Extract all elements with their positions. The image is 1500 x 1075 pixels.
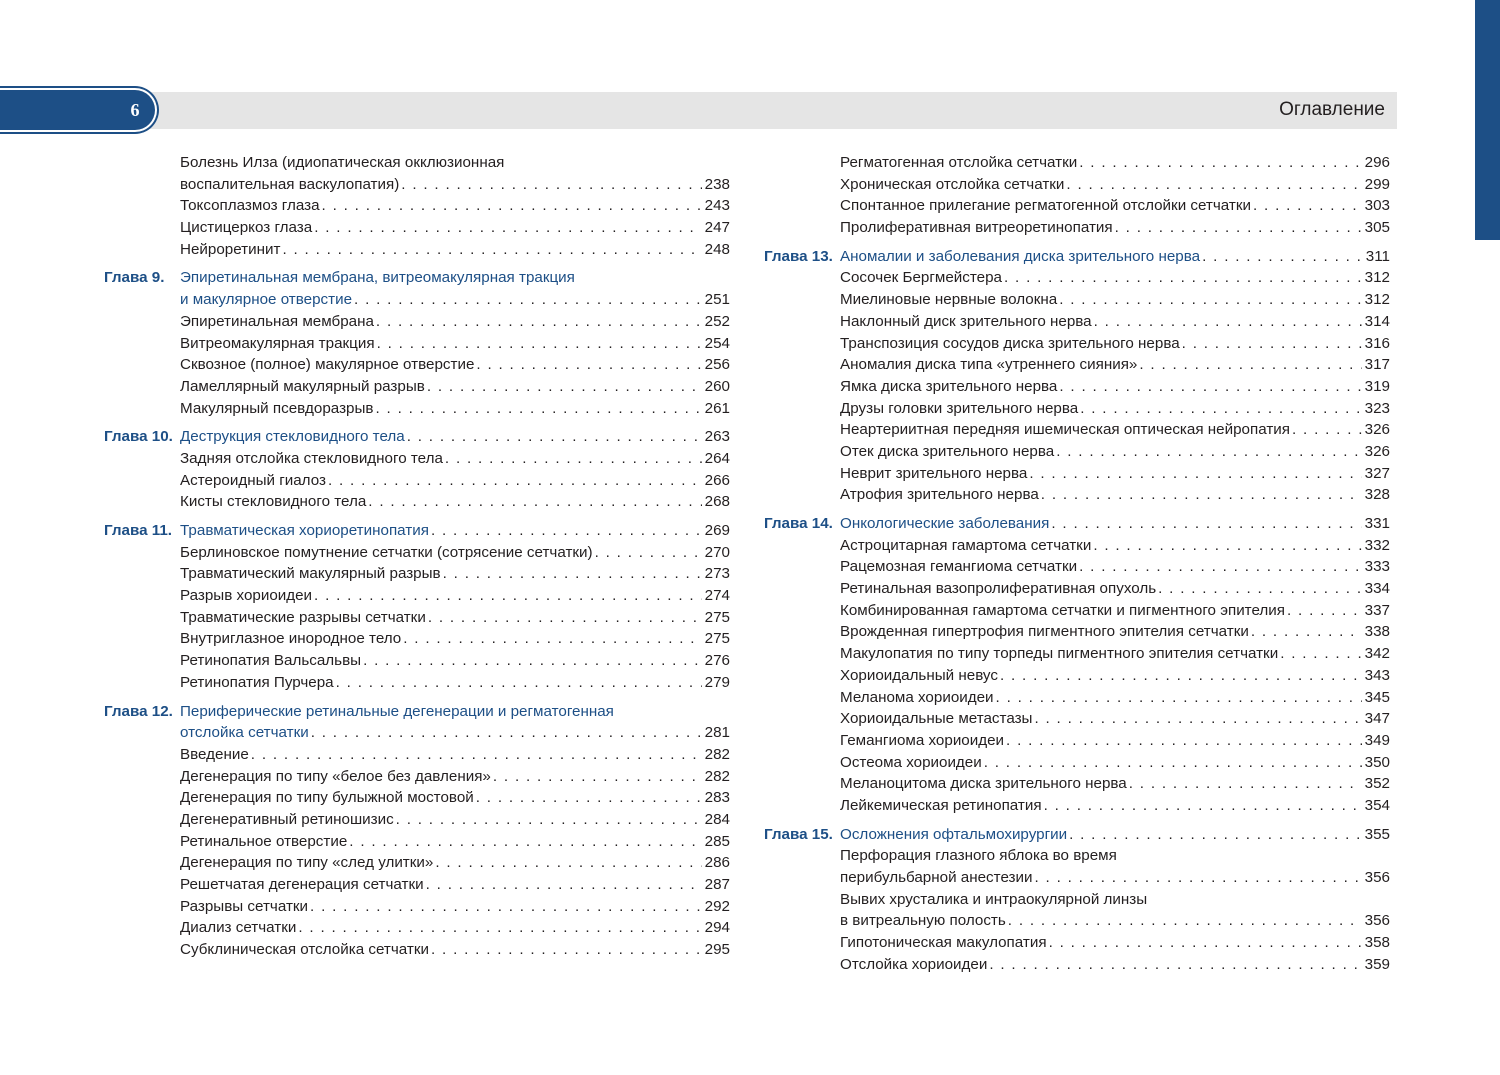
chapter-label: Глава 11. — [104, 522, 173, 539]
dot-leader — [1039, 484, 1362, 506]
toc-chapter-heading-continued[interactable] — [104, 722, 730, 744]
dot-leader — [401, 628, 702, 650]
dot-leader — [1006, 910, 1362, 932]
toc-entry[interactable] — [104, 650, 730, 672]
chapter-title: Периферические ретинальные дегенерации и регматогенная — [180, 702, 614, 720]
chapter-title: Онкологические заболевания — [840, 515, 1050, 532]
toc-entry[interactable] — [104, 470, 730, 492]
toc-entry[interactable] — [104, 585, 730, 607]
dot-leader — [987, 954, 1362, 976]
toc-entry[interactable] — [104, 333, 730, 355]
toc-chapter-heading[interactable] — [764, 246, 1390, 268]
entry-title: Хориоидальный невус — [840, 666, 998, 684]
toc-entry[interactable] — [764, 217, 1390, 239]
page-ref: 264 — [704, 449, 730, 467]
entry-title: Гипотоническая макулопатия — [840, 934, 1047, 952]
entry-title: Дегенерация по типу «белое без давления» — [180, 767, 491, 785]
page-ref: 311 — [1365, 247, 1390, 265]
page-ref: 283 — [704, 789, 730, 807]
page-ref: 356 — [1364, 869, 1390, 886]
dot-leader — [309, 722, 702, 744]
dot-leader — [1049, 513, 1362, 535]
toc-entry[interactable] — [764, 643, 1390, 665]
toc-entry[interactable] — [104, 542, 730, 564]
toc-entry[interactable] — [764, 910, 1390, 932]
toc-entry-first-line[interactable] — [764, 845, 1390, 867]
entry-title: Друзы головки зрительного нерва — [840, 399, 1079, 417]
entry-title: в витреальную полость — [840, 912, 1006, 930]
toc-entry[interactable] — [764, 152, 1390, 174]
dot-leader — [433, 852, 702, 874]
page-ref: 285 — [704, 832, 730, 850]
page-ref: 334 — [1364, 580, 1390, 598]
page-ref: 312 — [1364, 269, 1390, 287]
page-ref: 354 — [1364, 796, 1390, 814]
page-ref: 317 — [1364, 356, 1390, 374]
toc-entry[interactable] — [764, 621, 1390, 643]
toc-chapter-heading-continued[interactable] — [104, 289, 730, 311]
dot-leader — [1077, 152, 1362, 174]
dot-leader — [424, 874, 702, 896]
entry-title: Ямка диска зрительного нерва — [840, 377, 1058, 395]
entry-title: Дегенерация по типу «след улитки» — [180, 854, 434, 872]
section-title: Оглавление — [1279, 99, 1385, 120]
page-ref: 248 — [704, 240, 730, 258]
toc-entry[interactable] — [764, 463, 1390, 485]
chapter-title: Травматическая хориоретинопатия — [180, 522, 429, 539]
entry-title: Травматические разрывы сетчатки — [180, 608, 426, 626]
entry-title: Врожденная гипертрофия пигментного эпителия сетчатки — [840, 623, 1249, 641]
toc-entry[interactable] — [764, 600, 1390, 622]
entry-title: Аномалия диска типа «утреннего сияния» — [840, 356, 1138, 374]
chapter-title: Деструкция стекловидного тела — [180, 428, 405, 446]
chapter-label: Глава 12. — [104, 702, 173, 720]
entry-title: Неврит зрительного нерва — [840, 464, 1028, 482]
toc-entry-first-line[interactable] — [764, 889, 1390, 911]
page-ref: 305 — [1364, 219, 1390, 237]
page-ref: 261 — [704, 399, 730, 417]
entry-title: Неартериитная передняя ишемическая оптическая нейропатия — [840, 421, 1291, 439]
entry-title: Регматогенная отслойка сетчатки — [840, 154, 1078, 171]
page-ref: 331 — [1364, 515, 1390, 532]
toc-entry[interactable] — [764, 752, 1390, 774]
entry-title: Лейкемическая ретинопатия — [840, 796, 1042, 814]
entry-title: Берлиновское помутнение сетчатки (сотрясение сетчатки) — [180, 543, 593, 561]
toc-entry[interactable] — [104, 239, 730, 261]
toc-entry[interactable] — [104, 672, 730, 694]
dot-leader — [1278, 643, 1362, 665]
dot-leader — [1078, 398, 1362, 420]
page-ref: 279 — [704, 673, 730, 691]
dot-leader — [1127, 773, 1362, 795]
toc-chapter-heading[interactable] — [104, 426, 730, 448]
page-ref: 282 — [704, 767, 730, 785]
page-ref: 314 — [1364, 312, 1390, 330]
page-ref: 358 — [1364, 934, 1390, 952]
toc-entry[interactable] — [104, 174, 730, 196]
dot-leader — [347, 831, 702, 853]
entry-title: Дегенерация по типу булыжной мостовой — [180, 789, 474, 807]
page-ref: 359 — [1364, 955, 1390, 973]
dot-leader — [1047, 932, 1362, 954]
toc-chapter-heading[interactable] — [104, 520, 730, 542]
dot-leader — [296, 917, 702, 939]
toc-chapter-heading[interactable] — [764, 513, 1390, 535]
page-ref: 327 — [1364, 464, 1390, 482]
dot-leader — [1180, 333, 1362, 355]
page-ref: 294 — [704, 919, 730, 937]
dot-leader — [1137, 354, 1362, 376]
dot-leader — [1251, 195, 1362, 217]
page-ref: 287 — [704, 876, 730, 893]
page-ref: 338 — [1364, 623, 1390, 641]
dot-leader — [425, 376, 702, 398]
chapter-label: Глава 14. — [764, 515, 833, 532]
entry-title: Меланоцитома диска зрительного нерва — [840, 775, 1127, 793]
page-ref: 284 — [704, 810, 730, 828]
dot-leader — [429, 520, 702, 542]
page-number: 6 — [130, 100, 140, 120]
toc-entry[interactable] — [104, 491, 730, 513]
chapter-title: Осложнения офтальмохирургии — [840, 825, 1068, 843]
page-ref: 312 — [1364, 291, 1390, 309]
entry-title: Субклиническая отслойка сетчатки — [180, 941, 429, 959]
toc-entry[interactable] — [104, 896, 730, 918]
page-ref: 342 — [1364, 645, 1390, 663]
toc-entry[interactable] — [764, 708, 1390, 730]
dot-leader — [1077, 556, 1362, 578]
toc-entry[interactable] — [764, 687, 1390, 709]
dot-leader — [1290, 419, 1362, 441]
entry-title: Пролиферативная витреоретинопатия — [840, 219, 1113, 237]
toc-entry[interactable] — [764, 556, 1390, 578]
toc-entry[interactable] — [764, 419, 1390, 441]
toc-chapter-heading[interactable] — [764, 824, 1390, 846]
toc-entry[interactable] — [104, 311, 730, 333]
entry-title: Решетчатая дегенерация сетчатки — [180, 876, 424, 893]
entry-title: Ретинальная вазопролиферативная опухоль — [840, 580, 1157, 598]
page-ref: 350 — [1364, 753, 1390, 771]
page-ref: 303 — [1364, 197, 1390, 215]
entry-title: Перфорация глазного яблока во время — [840, 847, 1117, 865]
page-ref: 316 — [1364, 334, 1390, 352]
toc-entry[interactable] — [764, 398, 1390, 420]
toc-left-column — [104, 152, 730, 961]
entry-title: Введение — [180, 745, 249, 763]
entry-title: Остеома хориоидеи — [840, 753, 982, 771]
toc-entry[interactable] — [104, 195, 730, 217]
dot-leader — [1064, 174, 1362, 196]
page-ref: 355 — [1364, 825, 1390, 843]
dot-leader — [394, 809, 702, 831]
dot-leader — [308, 896, 702, 918]
page-ref: 281 — [704, 724, 730, 742]
page-ref: 328 — [1364, 486, 1390, 504]
toc-entry[interactable] — [104, 448, 730, 470]
toc-entry[interactable] — [104, 766, 730, 788]
dot-leader — [249, 744, 702, 766]
entry-title: Сосочек Бергмейстера — [840, 269, 1003, 287]
toc-entry[interactable] — [764, 954, 1390, 976]
toc-entry[interactable] — [764, 267, 1390, 289]
page-ref: 247 — [704, 219, 730, 237]
entry-title: Травматический макулярный разрыв — [180, 565, 441, 583]
dot-leader — [1032, 708, 1362, 730]
toc-entry[interactable] — [764, 795, 1390, 817]
entry-title: Вывих хрусталика и интраокулярной линзы — [840, 890, 1148, 908]
chapter-title: отслойка сетчатки — [180, 724, 309, 742]
page-ref: 269 — [704, 522, 730, 539]
page-ref: 343 — [1364, 666, 1390, 684]
dot-leader — [1092, 311, 1362, 333]
entry-title: Ретинальное отверстие — [180, 832, 348, 850]
dot-leader — [361, 650, 702, 672]
page-ref: 274 — [704, 587, 730, 605]
page-ref: 292 — [704, 897, 730, 915]
chapter-title: и макулярное отверстие — [180, 291, 353, 309]
dot-leader — [593, 542, 702, 564]
dot-leader — [429, 939, 702, 961]
chapter-title: Эпиретинальная мембрана, витреомакулярная тракция — [180, 269, 575, 287]
page-ref: 275 — [704, 608, 730, 626]
entry-title: Сквозное (полное) макулярное отверстие — [180, 356, 475, 374]
entry-title: Миелиновые нервные волокна — [840, 291, 1058, 309]
dot-leader — [1042, 795, 1362, 817]
entry-title: Витреомакулярная тракция — [180, 334, 375, 352]
page-ref: 326 — [1364, 442, 1390, 460]
page-ref: 263 — [704, 428, 730, 446]
toc-entry[interactable] — [104, 917, 730, 939]
toc-entry[interactable] — [764, 174, 1390, 196]
side-color-tab — [1475, 0, 1500, 240]
entry-title: Ламеллярный макулярный разрыв — [180, 377, 425, 395]
entry-title: Атрофия зрительного нерва — [840, 486, 1039, 504]
toc-entry[interactable] — [764, 195, 1390, 217]
entry-title: Болезнь Илза (идиопатическая окклюзионная — [180, 154, 505, 171]
page-ref: 275 — [704, 630, 730, 648]
running-header-band — [0, 92, 1397, 129]
toc-entry[interactable] — [104, 354, 730, 376]
toc-entry[interactable] — [764, 289, 1390, 311]
entry-title: Токсоплазмоз глаза — [180, 197, 320, 215]
page-ref: 352 — [1364, 775, 1390, 793]
dot-leader — [1067, 824, 1362, 846]
dot-leader — [366, 491, 702, 513]
dot-leader — [1156, 578, 1362, 600]
toc-entry[interactable] — [104, 939, 730, 961]
toc-entry[interactable] — [104, 607, 730, 629]
entry-title: Эпиретинальная мембрана — [180, 312, 374, 330]
page-ref: 256 — [704, 356, 730, 374]
page-ref: 268 — [704, 493, 730, 511]
entry-title: Задняя отслойка стекловидного тела — [180, 449, 443, 467]
toc-entry[interactable] — [104, 744, 730, 766]
dot-leader — [982, 752, 1362, 774]
dot-leader — [1057, 289, 1362, 311]
dot-leader — [1113, 217, 1362, 239]
dot-leader — [1249, 621, 1362, 643]
entry-title: Разрывы сетчатки — [180, 897, 309, 915]
entry-title: Гемангиома хориоидеи — [840, 731, 1005, 749]
toc-entry[interactable] — [104, 398, 730, 420]
dot-leader — [998, 665, 1362, 687]
entry-title: Отслойка хориоидеи — [840, 955, 988, 973]
entry-title: Наклонный диск зрительного нерва — [840, 312, 1092, 330]
dot-leader — [491, 766, 702, 788]
page-ref: 238 — [704, 175, 730, 193]
entry-title: Кисты стекловидного тела — [180, 493, 367, 511]
page-ref: 252 — [704, 312, 730, 330]
toc-entry[interactable] — [104, 831, 730, 853]
dot-leader — [994, 687, 1362, 709]
dot-leader — [1004, 730, 1362, 752]
dot-leader — [474, 354, 702, 376]
entry-title: Ретинопатия Пурчера — [180, 673, 334, 691]
dot-leader — [374, 311, 702, 333]
entry-title: Макулярный псевдоразрыв — [180, 399, 374, 417]
page-ref: 254 — [704, 334, 730, 352]
page-ref: 266 — [704, 471, 730, 489]
toc-entry[interactable] — [764, 354, 1390, 376]
page-ref: 332 — [1364, 536, 1390, 554]
toc-entry-first-line[interactable] — [104, 152, 730, 174]
entry-title: Меланома хориоидеи — [840, 688, 994, 706]
dot-leader — [1285, 600, 1362, 622]
toc-entry[interactable] — [104, 628, 730, 650]
page-ref: 337 — [1364, 601, 1390, 619]
toc-entry[interactable] — [764, 535, 1390, 557]
page-ref: 333 — [1364, 558, 1390, 576]
page-ref: 270 — [704, 543, 730, 561]
page-ref: 345 — [1364, 688, 1390, 706]
toc-entry[interactable] — [764, 665, 1390, 687]
toc-entry[interactable] — [764, 578, 1390, 600]
page-ref: 286 — [704, 854, 730, 872]
toc-entry[interactable] — [104, 787, 730, 809]
entry-title: Нейроретинит — [180, 240, 281, 258]
dot-leader — [373, 398, 702, 420]
dot-leader — [1027, 463, 1362, 485]
page-ref: 323 — [1364, 399, 1390, 417]
dot-leader — [312, 585, 702, 607]
entry-title: Дегенеративный ретиношизис — [180, 810, 394, 828]
entry-title: воспалительная васкулопатия) — [180, 175, 400, 193]
entry-title: Астероидный гиалоз — [180, 471, 326, 489]
entry-title: перибульбарной анестезии — [840, 869, 1033, 886]
entry-title: Спонтанное прилегание регматогенной отслойки сетчатки — [840, 197, 1251, 215]
entry-title: Ретинопатия Вальсальвы — [180, 652, 362, 670]
dot-leader — [375, 333, 702, 355]
toc-entry[interactable] — [764, 773, 1390, 795]
page-ref: 296 — [1364, 154, 1390, 171]
page-ref: 326 — [1364, 421, 1390, 439]
entry-title: Рацемозная гемангиома сетчатки — [840, 558, 1078, 576]
dot-leader — [352, 289, 702, 311]
page-ref: 251 — [704, 291, 730, 309]
entry-title: Хроническая отслойка сетчатки — [840, 175, 1065, 193]
dot-leader — [280, 239, 702, 261]
toc-entry[interactable] — [764, 730, 1390, 752]
toc-entry[interactable] — [104, 376, 730, 398]
dot-leader — [312, 217, 702, 239]
dot-leader — [1002, 267, 1362, 289]
dot-leader — [426, 607, 702, 629]
dot-leader — [474, 787, 702, 809]
dot-leader — [443, 448, 702, 470]
dot-leader — [441, 563, 702, 585]
entry-title: Астроцитарная гамартома сетчатки — [840, 536, 1092, 554]
dot-leader — [399, 174, 702, 196]
page-ref: 347 — [1364, 710, 1390, 728]
entry-title: Комбинированная гамартома сетчатки и пигментного эпителия — [840, 601, 1285, 619]
toc-entry[interactable] — [764, 311, 1390, 333]
toc-entry[interactable] — [764, 932, 1390, 954]
toc-chapter-heading[interactable] — [104, 267, 730, 289]
dot-leader — [334, 672, 702, 694]
toc-chapter-heading[interactable] — [104, 701, 730, 723]
dot-leader — [1032, 867, 1362, 889]
page-ref: 276 — [704, 652, 730, 670]
chapter-label: Глава 10. — [104, 428, 173, 446]
entry-title: Разрыв хориоидеи — [180, 587, 313, 605]
entry-title: Диализ сетчатки — [180, 919, 297, 937]
entry-title: Хориоидальные метастазы — [840, 710, 1033, 728]
entry-title: Макулопатия по типу торпеды пигментного эпителия сетчатки — [840, 645, 1279, 663]
page-ref: 282 — [704, 745, 730, 763]
page-ref: 243 — [704, 197, 730, 215]
page-ref: 356 — [1364, 912, 1390, 930]
toc-entry[interactable] — [764, 333, 1390, 355]
entry-title: Транспозиция сосудов диска зрительного нерва — [840, 334, 1180, 352]
page-ref: 295 — [704, 941, 730, 959]
toc-entry[interactable] — [104, 874, 730, 896]
entry-title: Отек диска зрительного нерва — [840, 442, 1055, 460]
page-ref: 349 — [1364, 731, 1390, 749]
dot-leader — [1091, 535, 1362, 557]
chapter-label: Глава 13. — [764, 247, 833, 265]
dot-leader — [326, 470, 702, 492]
page-ref: 260 — [704, 377, 730, 395]
toc-right-column — [764, 152, 1390, 975]
chapter-label: Глава 15. — [764, 825, 833, 843]
toc-entry[interactable] — [764, 867, 1390, 889]
dot-leader — [1057, 376, 1362, 398]
toc-entry[interactable] — [764, 484, 1390, 506]
entry-title: Цистицеркоз глаза — [180, 219, 313, 237]
dot-leader — [1200, 246, 1362, 268]
page-ref: 273 — [704, 565, 730, 583]
toc-entry[interactable] — [104, 217, 730, 239]
entry-title: Внутриглазное инородное тело — [180, 630, 402, 648]
dot-leader — [405, 426, 702, 448]
chapter-label: Глава 9. — [104, 269, 165, 287]
toc-entry[interactable] — [764, 376, 1390, 398]
dot-leader — [320, 195, 702, 217]
toc-entry[interactable] — [104, 563, 730, 585]
toc-entry[interactable] — [104, 809, 730, 831]
chapter-title: Аномалии и заболевания диска зрительного нерва — [840, 247, 1201, 265]
dot-leader — [1054, 441, 1362, 463]
toc-entry[interactable] — [104, 852, 730, 874]
page-ref: 319 — [1364, 377, 1390, 395]
page-ref: 299 — [1364, 175, 1390, 193]
toc-entry[interactable] — [764, 441, 1390, 463]
